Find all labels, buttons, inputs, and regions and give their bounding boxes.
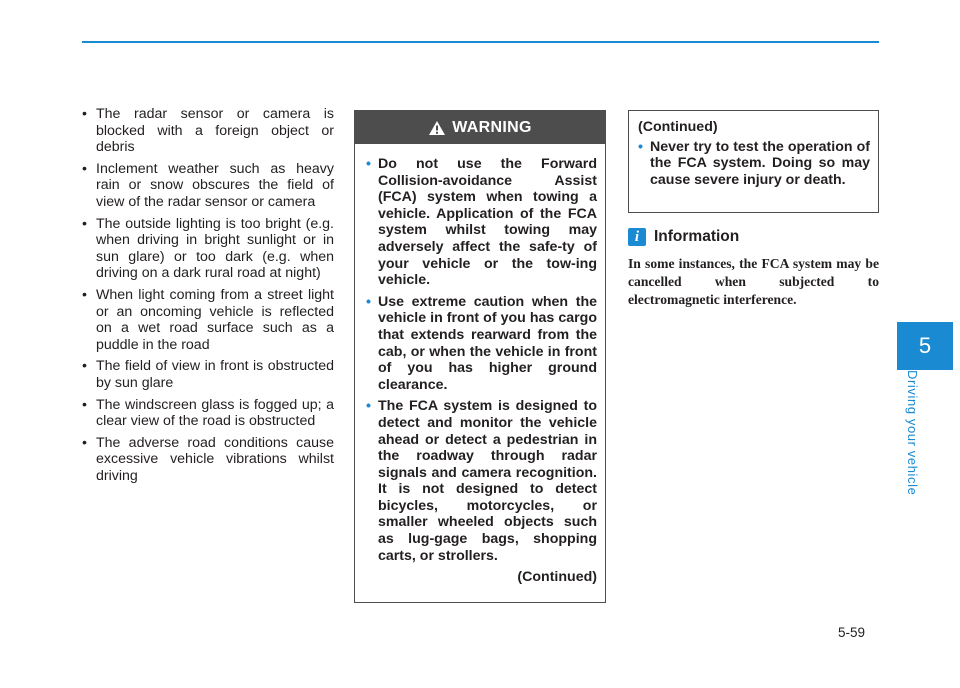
list-item: • The windscreen glass is fogged up; a clear view of the road is obstructed xyxy=(79,397,334,430)
warning-triangle-icon xyxy=(428,120,446,136)
warning-header xyxy=(355,111,605,144)
continued-warning-box xyxy=(628,110,879,213)
continued-title: (Continued) xyxy=(638,119,718,135)
list-item: • When light coming from a street light or an oncoming vehicle is reflected on a wet road surface such as a puddle in the road xyxy=(79,287,334,353)
warning-item: • Do not use the Forward Collision-avoidance Assist (FCA) system when towing a vehicle. Application of the FCA system whilst towing may adversely affect the safe-ty of your vehicle or the tow-ing vehicle. xyxy=(366,156,597,289)
warning-item: • Use extreme caution when the vehicle in front of you has cargo that extends rearward from the cab, or when the vehicle in front of you has higher ground clearance. xyxy=(366,294,597,394)
warning-list xyxy=(355,144,605,564)
information-heading xyxy=(628,228,739,246)
header-rule xyxy=(82,41,879,43)
chapter-number: 5 xyxy=(918,333,932,358)
info-icon: i xyxy=(628,228,646,246)
list-item: • The field of view in front is obstructed by sun glare xyxy=(79,358,334,391)
warning-title: WARNING xyxy=(452,118,532,136)
continued-label: (Continued) xyxy=(517,569,597,586)
information-title: Information xyxy=(654,228,740,245)
condition-list xyxy=(79,106,334,484)
continued-list xyxy=(638,139,870,189)
information-text: In some instances, the FCA system may be cancelled when subjected to electromagnetic interference. xyxy=(628,256,879,307)
page-number: 5-59 xyxy=(838,625,866,640)
warning-item: • The FCA system is designed to detect and monitor the vehicle ahead or detect a pedestrian in the roadway through radar signals and camera recognition. It is not designed to detect bicycles, motorcycles, or smaller wheeled objects such as lug-gage bags, shopping carts, or strollers. xyxy=(366,398,597,564)
list-item: • Inclement weather such as heavy rain or snow obscures the field of view of the radar sensor or camera xyxy=(79,161,334,211)
list-item: • The radar sensor or camera is blocked with a foreign object or debris xyxy=(79,106,334,156)
chapter-label: Driving your vehicle xyxy=(905,370,920,496)
warning-box xyxy=(354,110,606,603)
list-item: • The adverse road conditions cause excessive vehicle vibrations whilst driving xyxy=(79,435,334,485)
warning-item: • Never try to test the operation of the FCA system. Doing so may cause severe injury or death. xyxy=(638,139,870,189)
left-column xyxy=(79,106,334,489)
chapter-tab xyxy=(897,322,953,370)
list-item: • The outside lighting is too bright (e.g. when driving in bright sunlight or in sun glare) or too dark (e.g. when driving on a dark rural road at night) xyxy=(79,216,334,282)
